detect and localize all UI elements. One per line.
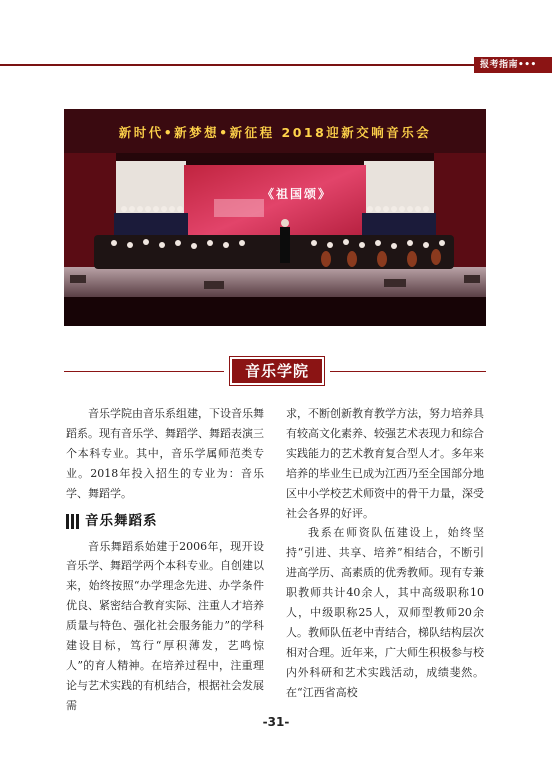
section-heading-box xyxy=(229,356,325,386)
page-number: -31- xyxy=(262,715,290,729)
section-rule-left xyxy=(64,371,224,372)
header-rule xyxy=(0,64,552,66)
subheading-bars-icon xyxy=(66,514,79,529)
header-section-tag: 报考指南••• xyxy=(474,57,552,73)
subheading xyxy=(66,511,264,533)
concert-photo xyxy=(64,109,486,326)
section-rule-right xyxy=(330,371,486,372)
concert-scene-graphic xyxy=(64,109,486,326)
faculty-paragraph: 我系在师资队伍建设上，始终坚持“引进、共享、培养”相结合，不断引进高学历、高素质的优秀教师。现有专兼职教师共计40余人，其中高级职称10人，中级职称25人，双师型教师20余人。教师队伍老中青结合，梯队结构层次相对合理。近年来，广大师生积极参与校内外科研和艺术实践活动，成绩斐然。在“江西省高校 xyxy=(286,526,484,699)
left-text-column xyxy=(66,404,264,716)
subheading-text: 音乐舞蹈系 xyxy=(85,512,158,529)
right-text-column xyxy=(286,404,484,703)
stage-screen-title: 《祖国颂》 xyxy=(261,187,332,201)
continued-paragraph: 求，不断创新教育教学方法，努力培养具有较高文化素养、较强艺术表现力和综合实践能力的艺术教育复合型人才。多年来培养的毕业生已成为江西乃至全国部分地区中小学校艺术师资中的骨干力量，深受社会各界的好评。 xyxy=(286,407,484,520)
section-title: 音乐学院 xyxy=(232,359,322,383)
concert-banner: 新时代•新梦想•新征程 2018迎新交响音乐会 xyxy=(118,125,432,140)
department-paragraph: 音乐舞蹈系始建于2006年，现开设音乐学、舞蹈学两个本科专业。自创建以来，始终按照“办学理念先进、办学条件优良、紧密结合教育实际、注重人才培养质量与特色、强化社会服务能力”的学科建设目标，笃行“厚积薄发，艺鸣惊人”的育人精神。在培养过程中，注重理论与艺术实践的有机结合，根据社会发展需 xyxy=(66,539,264,712)
intro-paragraph: 音乐学院由音乐系组建，下设音乐舞蹈系。现有音乐学、舞蹈学、舞蹈表演三个本科专业。其中，音乐学属师范类专业。2018年投入招生的专业为：音乐学、舞蹈学。 xyxy=(66,407,264,500)
